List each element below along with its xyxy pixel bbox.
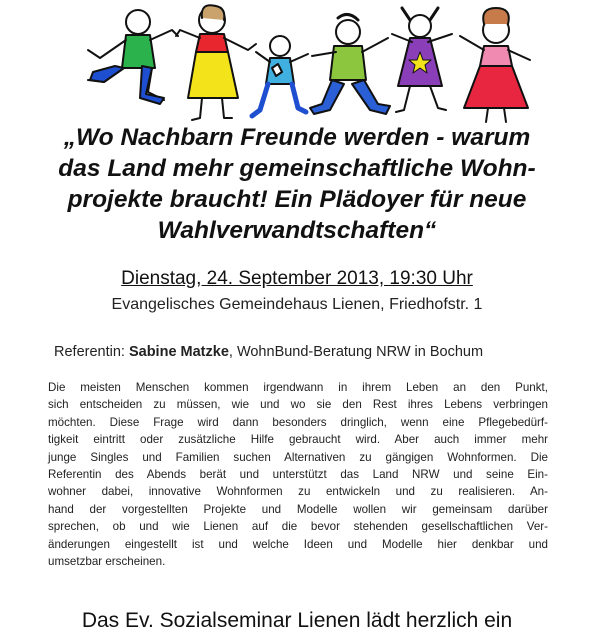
figure-1	[88, 10, 178, 104]
headline-line: das Land mehr gemeinschaftliche Wohn-	[58, 155, 536, 182]
description-line: tigkeit eintritt oder zusätzliche Hilfe gebraucht wird. Aber auch immer mehr	[48, 433, 548, 447]
description-line: wohner dabei, innovative Wohnformen zu entwickeln und zu realisieren. An-	[48, 485, 548, 499]
headline-line: projekte braucht! Ein Plädoyer für neue	[67, 186, 527, 213]
speaker-prefix: Referentin:	[54, 344, 129, 360]
description-line: hand der vorgestellten Projekte und Modelle wollen wir gemeinsam darüber	[48, 502, 548, 516]
headline-line: „Wo Nachbarn Freunde werden - warum	[63, 124, 531, 151]
children-holding-hands-illustration	[60, 0, 540, 125]
description-line: junge Singles und Familien suchen Alternativen zu gängigen Wohnformen. Die	[48, 450, 548, 464]
event-date-time: Dienstag, 24. September 2013, 19:30 Uhr	[121, 268, 473, 289]
description-line: sprechen, ob und wie Lienen auf die bevor stehenden gesellschaftlichen Ver-	[48, 520, 548, 534]
event-venue: Evangelisches Gemeindehaus Lienen, Friedhofstr. 1	[111, 296, 483, 313]
figure-2	[176, 5, 256, 120]
speaker-info	[54, 344, 554, 360]
headline-line: Wahlverwandtschaften“	[157, 217, 437, 244]
speaker-name: Sabine Matzke	[128, 344, 229, 360]
description-line: möchten. Diese Frage wird dann besonders dringlich, wenn eine Pflegebedürf-	[48, 415, 548, 429]
figure-3	[252, 36, 308, 116]
figure-6	[460, 8, 530, 122]
description-line: Referentin des Abends berät und unterstützt das Land NRW und seine Ein-	[48, 468, 548, 482]
description-line: umsetzbar erscheinen.	[48, 555, 166, 569]
description-line: Die meisten Menschen kommen irgendwann in ihrem Leben an den Punkt,	[48, 381, 548, 394]
description-line: änderungen eingestellt ist und welche Ideen und Modelle hier denkbar und	[48, 537, 548, 551]
event-description	[48, 379, 548, 570]
invitation-line: Das Ev. Sozialseminar Lienen lädt herzlich ein	[81, 609, 513, 632]
description-line: sich entscheiden zu müssen, wie und wo sie den Rest ihres Lebens verbringen	[48, 398, 548, 412]
speaker-affiliation: , WohnBund-Beratung NRW in Bochum	[228, 344, 484, 360]
event-headline	[30, 122, 564, 246]
figure-4	[310, 14, 390, 114]
figure-5	[392, 8, 452, 112]
